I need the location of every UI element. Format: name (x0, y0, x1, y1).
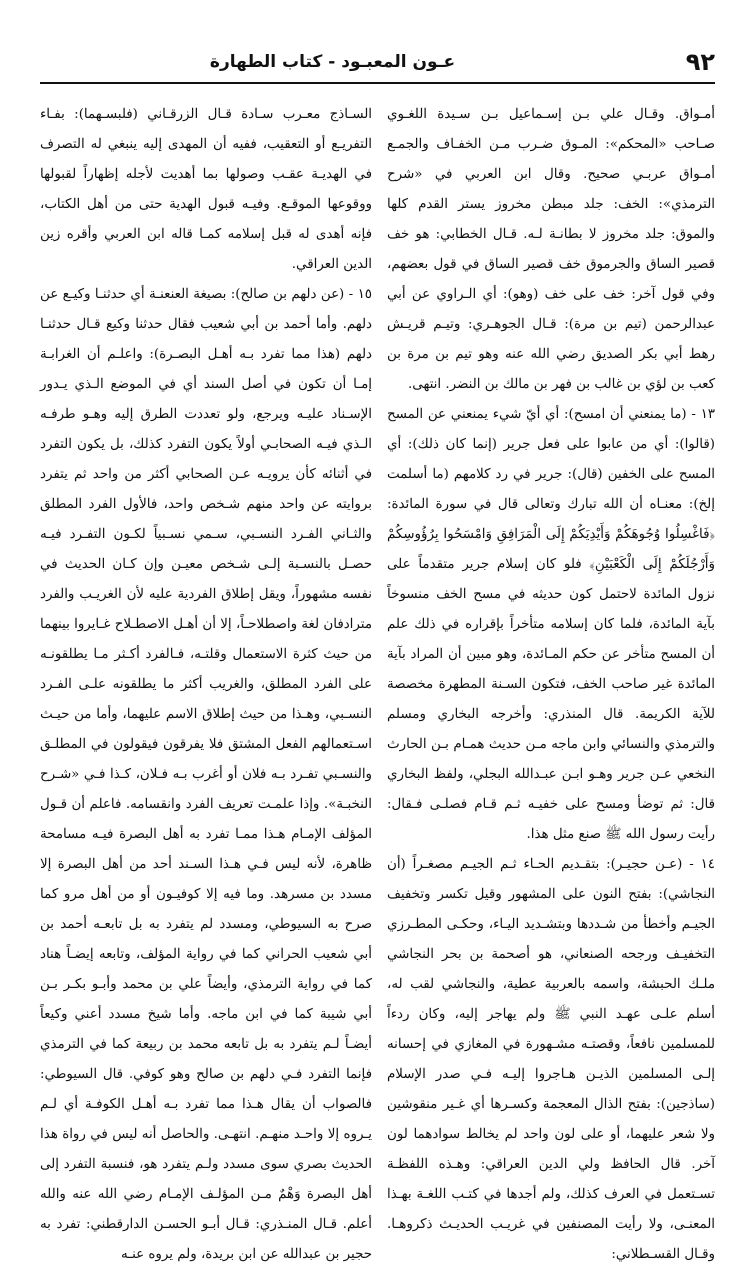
paragraph: أمـواق. وقـال علي بـن إسـماعيل بـن سـيدة اللغـوي صـاحب «المحكم»: المـوق ضـرب مـن الخفـاف والجمـع أمـواق عربـي صحيح. وقال ابن العربي في «شرح الترمذي»: الخف: جلد مبطن مخروز يستر القدم كلها والموق: جلد مخروز لا بطانـة لـه. قـال الخطابي: هو خف قصير الساق والجرموق خف قصير الساق في قول بعضهم، وفي قول آخر: خف على خف (وهو): أي الـراوي عن أبي عبدالرحمن (تيم بن مرة): قـال الجوهـري: وتيـم قريـش رهط أبي بكر الصديق رضي الله عنه وهو تيم بن مرة بن كعب بن لؤي بن غالب بن فهر بن مالك بن النضر. انتهى. (387, 107, 715, 392)
paragraph: ١٤ - (عـن حجيـر): بتقـديم الحـاء ثـم الجيـم مصغـراً (أن النجاشي): بفتح النون على المشهور وقيل تكسر وتخفيف الجيـم وأخطأ من شـددها وبتشـديد اليـاء، وحكـى المطـرزي التخفيـف ورجحه الصنعاني، هو أصحمة بن بحر النجاشي ملـك الحبشة، واسمه بالعربية عطية، والنجاشي لقب له، أسلم علـى عهـد النبي ﷺ ولم يهاجر إليه، وكان ردءاً للمسلمين نافعاً، وقصتـه مشـهورة في المغازي في إحسانه إلـى المسلمين الذيـن هـاجروا إليـه فـي صدر الإسلام (ساذجين): بفتح الذال المعجمة وكسـرها أي غـير منقوشين ولا شعر عليهما، أو على لون واحد لم يخالط سوادهما لون آخر. قال الحافظ ولي الدين العراقي: وهـذه اللفظـة تسـتعمل في العرف كذلك، ولم أجدها في كتـب اللغـة بهـذا المعنـى، ولا رأيت المصنفين في غريـب الحديـث ذكروهـا. وقـال القسـطلاني: (387, 857, 715, 1262)
paragraph: السـاذج معـرب سـادة قـال الزرقـاني (فلبسـهما): بفـاء التفريـع أو التعقيب، ففيه أن المهدى إليه ينبغي له التصرف في الهديـة عقـب وصولها بما أهديت لأجله إظهاراً لقبولها ووقوعها الموقـع. وفيـه قبول الهدية حتى من أهل الكتاب، فإنه أهدى له قبل إسلامه كمـا قاله ابن العربي وأقره زين الدين العراقي. (40, 107, 372, 272)
running-title: عـون المعبـود - كتاب الطهارة (209, 52, 456, 72)
page-header (40, 48, 715, 78)
header-divider (40, 82, 715, 84)
paragraph: ١٥ - (عن دلهم بن صالح): بصيغة العنعنـة أي حدثنـا وكيـع عن دلهم. وأما أحمد بن أبي شعيب فقال حدثنا وكيع قـال حدثنـا دلهم (هذا مما تفرد بـه أهـل البصـرة): واعلـم أن الغرابـة إمـا أن تكون في أصل السند أي في الموضع الـذي يـدور الإسـناد عليـه ويرجع، ولو تعددت الطرق إليه وهـو طرفـه الـذي فيـه الصحابـي أولاً يكون التفرد كذلك، بل يكون التفرد في أثنائه كأن يرويـه عـن الصحابي أكثر من واحد ثم يتفرد بروايته عن واحد منهم شـخص واحد، فالأول الفرد المطلق والثـاني الفـرد النسـبي، سـمي نسـبياً لكـون التفـرد فيـه حصـل بالنسـبة إلـى شـخص معيـن وإن كـان الحديث في نفسه مشهوراً، ويقل إطلاق الفردية عليه لأن الغريـب والفرد مترادفان لغة واصطلاحـاً، إلا أن أهـل الاصطـلاح غـايروا بينهما من حيث كثرة الاستعمال وقلتـه، فـالفرد أكـثر مـا يطلقونـه على الفرد المطلق، والغريب أكثر ما يطلقونه علـى الفـرد النسـبي، وهـذا من حيث إطلاق الاسم عليهما، وأما من حيـث اسـتعمالهم الفعل المشتق فلا يفرقون فيقولون في المطلـق والنسـبي تفـرد بـه فلان أو أغرب بـه فـلان، كـذا فـي «شـرح النخبـة». وإذا علمـت تعريف الفرد وانقسامه. فاعلم أن قـول المؤلف الإمـام هـذا ممـا تفرد به أهل البصرة فيـه مسامحة ظاهرة، لأنه ليس فـي هـذا السـند أحد من أهل البصرة إلا مسدد بن مسرهد. وما فيه إلا كوفيـون أو من أهل مرو كما صرح به السيوطي، ومسدد لم يتفرد به بل تابعـه أحمد بن أبي شعيب الحراني كما في رواية المؤلف، وتابعه إيضـاً هناد كما في رواية الترمذي، وأيضاً علي بن محمد وأبـو بكـر بـن أبي شيبة كما في ابن ماجه. وأما شيخ مسدد أعني وكيعاً أيضـاً لـم يتفرد به بل تابعه محمد بن ربيعة كما في الترمذي فإنما التفرد فـي دلهم بن صالح وهو كوفي. قال السيوطي: فالصواب أن يقال هـذا مما تفرد بـه أهـل الكوفـة أي لـم يـروه إلا واحـد منهـم. انتهـى. والحاصل أنه ليس في رواة هذا الحديث بصري سوى مسدد ولـم يتفرد هو، فنسبة التفرد إلى أهل البصرة وَهْمٌ مـن المؤلـف الإمـام رضي الله عنه والله أعلم. قـال المنـذري: قـال أبـو الحسـن الدارقطني: تفرد به حجير بن عبدالله عن ابن بريدة، ولم يروه عنـه (40, 287, 372, 1262)
right-column (387, 100, 715, 1262)
paragraph: ١٣ - (ما يمنعني أن امسح): أي أيّ شيء يمنعني عن المسح (قالوا): أي من عابوا على فعل جرير (إنما كان ذلك): أي المسح على الخفين (قال): جرير في رد كلامهم (ما أسلمت إلخ): معنـاه أن الله تبارك وتعالى قال في سورة المائدة: ﴿فَاغْسِلُوا وُجُوهَكُمْ وَأَيْدِيَكُمْ إِلَى الْمَرَافِقِ وَامْسَحُوا بِرُؤُوسِكُمْ وَأَرْجُلَكُمْ إِلَى الْكَعْبَيْنِ﴾ فلو كان إسلام جرير متقدماً على نزول المائدة لاحتمل كون حديثه في مسح الخف منسوخاً بآية المائدة، فلما كان إسلامه متأخراً بإقراره في ذلك علم أن المسح متأخر عن حكم المـائدة، وهو مبين أن المراد بآية المائدة غير صاحب الخف، فتكون السـنة المطهرة مخصصة للآية الكريمة. قال المنذري: وأخرجه البخاري ومسلم والترمذي والنسائي وابن ماجه مـن حديث همـام بـن الحارث النخعي عـن جرير وهـو ابـن عبـدالله البجلي، ولفظ البخاري قال: ثم توضأ ومسح على خفيـه ثـم قـام فصلـى فـقال: رأيت رسول الله ﷺ صنع مثل هذا. (387, 407, 715, 842)
left-column (40, 100, 372, 1262)
page-number: ٩٢ (685, 48, 715, 76)
